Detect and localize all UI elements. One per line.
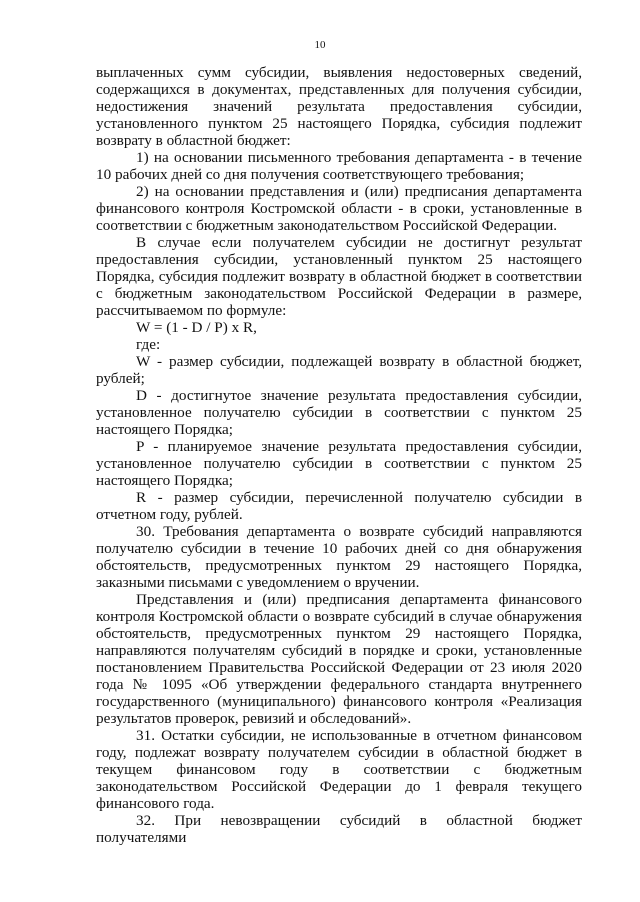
paragraph: где: <box>136 336 161 353</box>
paragraph: 32. При невозвращении субсидий в областной бюджет получателями <box>96 812 582 846</box>
paragraph: D - достигнутое значение результата предоставления субсидии, установленное получателю субсидии в соответствии с пунктом 25 настоящего Порядка; <box>96 387 582 438</box>
formula: W = (1 - D / P) x R, <box>136 319 257 336</box>
paragraph: 2) на основании представления и (или) предписания департамента финансового контроля Костромской области - в сроки, установленные в соответствии с бюджетным законодательством Российской Федерации. <box>96 183 582 234</box>
paragraph: Представления и (или) предписания департамента финансового контроля Костромской области о возврате субсидий в случае обнаружения обстоятельств, предусмотренных пунктом 29 настоящего Порядка, направляются получателям субсидий в порядке и сроки, установленные постановлением Правительства Российской Федерации от 23 июля 2020 года № 1095 «Об утверждении федерального стандарта внутреннего государственного (муниципального) финансового контроля «Реализация результатов проверок, ревизий и обследований». <box>96 591 582 727</box>
paragraph: W - размер субсидии, подлежащей возврату в областной бюджет, рублей; <box>96 353 582 387</box>
paragraph: 31. Остатки субсидии, не использованные в отчетном финансовом году, подлежат возврату получателем субсидии в областной бюджет в текущем финансовом году в соответствии с бюджетным законодательством Российской Федерации до 1 февраля текущего финансового года. <box>96 727 582 812</box>
page-number: 10 <box>314 39 326 51</box>
paragraph: 1) на основании письменного требования департамента - в течение 10 рабочих дней со дня получения соответствующего требования; <box>96 149 582 183</box>
paragraph: В случае если получателем субсидии не достигнут результат предоставления субсидии, установленный пунктом 25 настоящего Порядка, субсидия подлежит возврату в областной бюджет в соответствии с бюджетным законодательством Российской Федерации в размере, рассчитываемом по формуле: <box>96 234 582 319</box>
paragraph: 30. Требования департамента о возврате субсидий направляются получателю субсидии в течение 10 рабочих дней со дня обнаружения обстоятельств, предусмотренных пунктом 29 настоящего Порядка, заказными письмами с уведомлением о вручении. <box>96 523 582 591</box>
paragraph: выплаченных сумм субсидии, выявления недостоверных сведений, содержащихся в документах, представленных для получения субсидии, недостижения значений результата предоставления субсидии, установленного пунктом 25 настоящего Порядка, субсидия подлежит возврату в областной бюджет: <box>96 64 582 149</box>
paragraph: R - размер субсидии, перечисленной получателю субсидии в отчетном году, рублей. <box>96 489 582 523</box>
document-body <box>96 64 582 846</box>
paragraph: P - планируемое значение результата предоставления субсидии, установленное получателю субсидии в соответствии с пунктом 25 настоящего Порядка; <box>96 438 582 489</box>
